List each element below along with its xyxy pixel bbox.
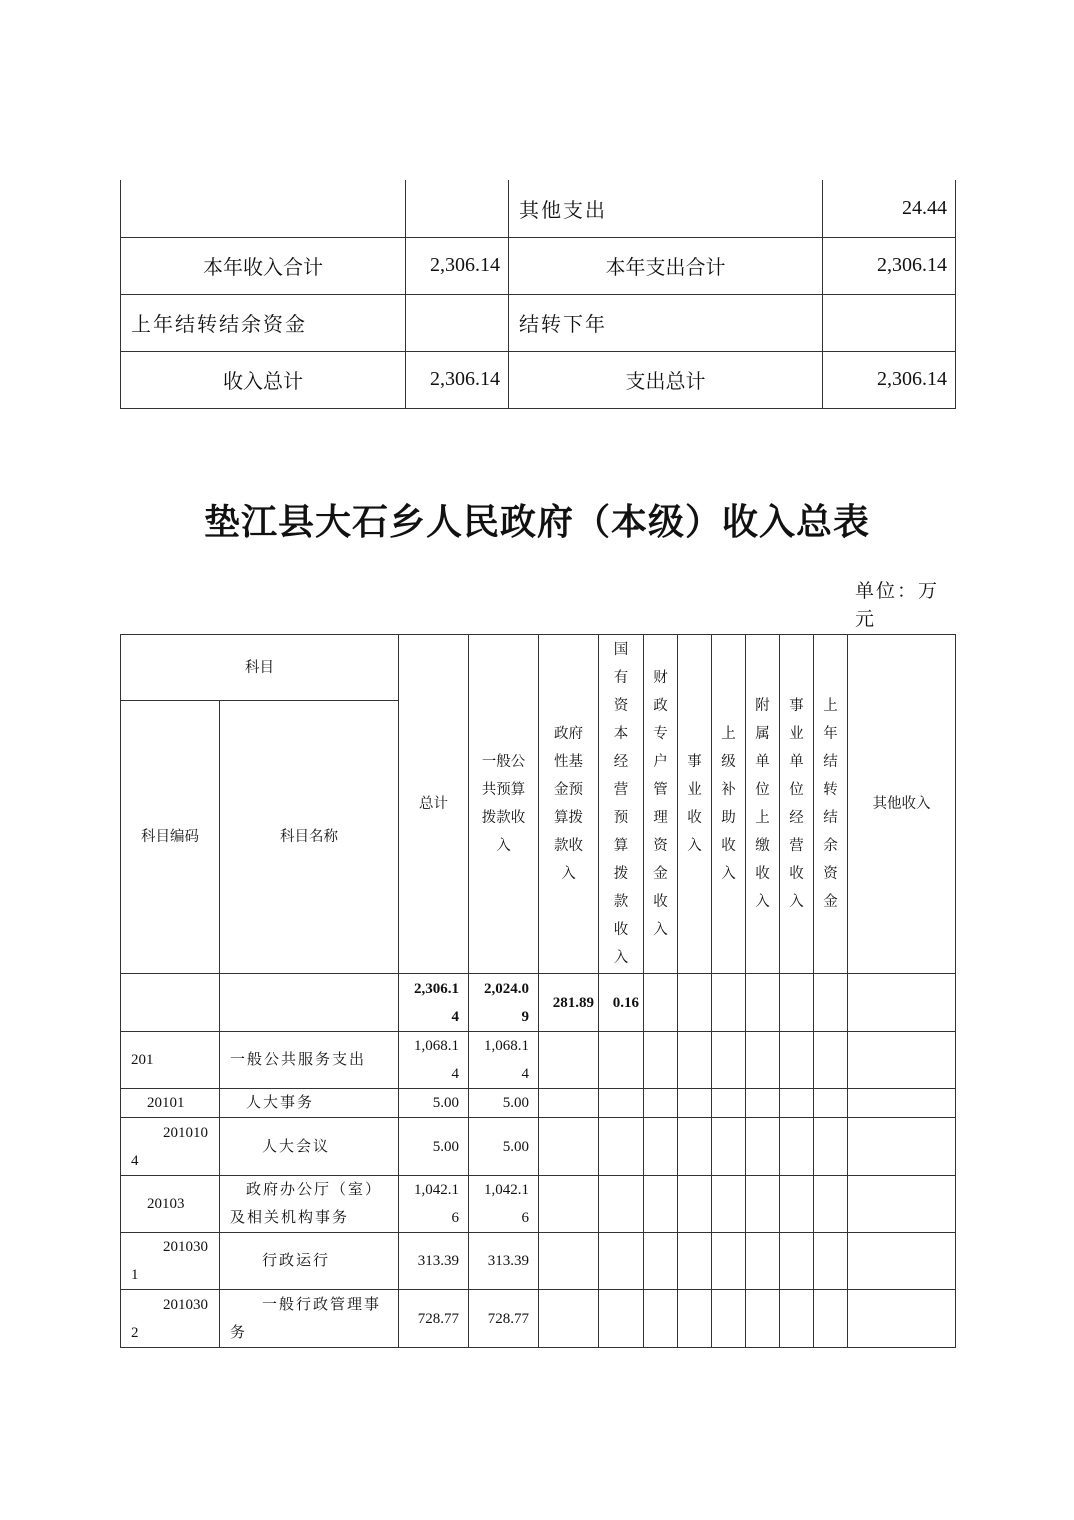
value-cell <box>780 1176 814 1233</box>
summary-left-label: 收入总计 <box>121 351 406 408</box>
table-row <box>121 974 956 1032</box>
summary-left-value <box>406 180 509 237</box>
page-title: 垫江县大石乡人民政府（本级）收入总表 <box>203 502 870 542</box>
value-cell <box>780 1233 814 1290</box>
value-cell <box>644 1089 678 1118</box>
value-cell <box>848 974 956 1032</box>
value-cell <box>746 1176 780 1233</box>
subject-name: 一般行政管理事务 <box>220 1290 399 1348</box>
summary-row <box>121 180 956 237</box>
header-special-account: 财政专户管理资金收入 <box>644 635 678 974</box>
header-carryover: 上年结转结余资金 <box>814 635 848 974</box>
value-cell <box>644 1176 678 1233</box>
value-cell <box>848 1233 956 1290</box>
summary-left-value: 2,306.14 <box>406 237 509 294</box>
value-cell: 1,042.16 <box>399 1176 469 1233</box>
value-cell <box>644 1290 678 1348</box>
summary-right-value: 2,306.14 <box>823 237 956 294</box>
value-cell <box>780 1032 814 1089</box>
summary-left-label <box>121 180 406 237</box>
value-cell <box>712 1290 746 1348</box>
header-subsidy: 上级补助收入 <box>712 635 746 974</box>
value-cell <box>814 1089 848 1118</box>
value-cell <box>746 1089 780 1118</box>
unit-label: 单位：万元 <box>855 581 940 630</box>
value-cell <box>539 1089 599 1118</box>
value-cell <box>678 1118 712 1176</box>
subject-code: 2010302 <box>121 1290 220 1348</box>
income-table <box>120 634 956 1348</box>
table-row <box>121 1290 956 1348</box>
value-cell <box>848 1290 956 1348</box>
value-cell: 5.00 <box>399 1118 469 1176</box>
value-cell <box>678 1290 712 1348</box>
value-cell: 5.00 <box>469 1089 539 1118</box>
subject-code: 201 <box>121 1032 220 1089</box>
table-row <box>121 1089 956 1118</box>
summary-right-label: 结转下年 <box>509 294 823 351</box>
value-cell: 281.89 <box>539 974 599 1032</box>
subject-code: 2010301 <box>121 1233 220 1290</box>
value-cell <box>780 974 814 1032</box>
value-cell <box>712 1032 746 1089</box>
value-cell <box>746 1032 780 1089</box>
summary-right-label: 本年支出合计 <box>509 237 823 294</box>
value-cell <box>780 1089 814 1118</box>
summary-row <box>121 237 956 294</box>
value-cell <box>678 1089 712 1118</box>
summary-left-value <box>406 294 509 351</box>
value-cell <box>539 1176 599 1233</box>
header-general-budget: 一般公共预算拨款收入 <box>469 635 539 974</box>
value-cell <box>678 1032 712 1089</box>
value-cell <box>712 1176 746 1233</box>
value-cell <box>599 1290 644 1348</box>
value-cell <box>599 1089 644 1118</box>
header-gov-fund: 政府性基金预算拨款收入 <box>539 635 599 974</box>
value-cell: 1,042.16 <box>469 1176 539 1233</box>
header-total: 总计 <box>399 635 469 974</box>
value-cell <box>644 1032 678 1089</box>
header-other: 其他收入 <box>848 635 956 974</box>
value-cell <box>644 1118 678 1176</box>
value-cell <box>814 1176 848 1233</box>
summary-right-label: 其他支出 <box>509 180 823 237</box>
value-cell <box>599 1233 644 1290</box>
table-row <box>121 1176 956 1233</box>
subject-code: 20103 <box>121 1176 220 1233</box>
value-cell <box>712 974 746 1032</box>
table-row <box>121 1118 956 1176</box>
summary-table <box>120 180 956 409</box>
value-cell: 728.77 <box>469 1290 539 1348</box>
value-cell <box>678 1176 712 1233</box>
header-subject: 科目 <box>121 635 399 701</box>
summary-right-value: 24.44 <box>823 180 956 237</box>
value-cell <box>678 1233 712 1290</box>
subject-name: 人大事务 <box>220 1089 399 1118</box>
summary-right-value: 2,306.14 <box>823 351 956 408</box>
value-cell <box>599 1118 644 1176</box>
header-operations: 事业单位经营收入 <box>780 635 814 974</box>
value-cell <box>599 1176 644 1233</box>
value-cell: 1,068.14 <box>399 1032 469 1089</box>
summary-left-value: 2,306.14 <box>406 351 509 408</box>
value-cell <box>746 1118 780 1176</box>
value-cell: 5.00 <box>399 1089 469 1118</box>
subject-name: 行政运行 <box>220 1233 399 1290</box>
header-business: 事业收入 <box>678 635 712 974</box>
header-name: 科目名称 <box>220 701 399 974</box>
value-cell <box>712 1118 746 1176</box>
header-state-capital: 国有资本经营预算拨款收入 <box>599 635 644 974</box>
value-cell <box>848 1089 956 1118</box>
value-cell: 2,306.14 <box>399 974 469 1032</box>
value-cell <box>814 1233 848 1290</box>
summary-right-value <box>823 294 956 351</box>
value-cell: 5.00 <box>469 1118 539 1176</box>
value-cell: 313.39 <box>469 1233 539 1290</box>
subject-code: 20101 <box>121 1089 220 1118</box>
header-affiliated: 附属单位上缴收入 <box>746 635 780 974</box>
value-cell <box>678 974 712 1032</box>
table-row <box>121 1233 956 1290</box>
value-cell <box>848 1118 956 1176</box>
value-cell <box>599 1032 644 1089</box>
value-cell: 1,068.14 <box>469 1032 539 1089</box>
value-cell <box>814 1290 848 1348</box>
value-cell <box>539 1233 599 1290</box>
value-cell: 728.77 <box>399 1290 469 1348</box>
summary-row <box>121 351 956 408</box>
value-cell <box>814 1032 848 1089</box>
summary-row <box>121 294 956 351</box>
subject-name <box>220 974 399 1032</box>
value-cell <box>539 1032 599 1089</box>
subject-name: 政府办公厅（室）及相关机构事务 <box>220 1176 399 1233</box>
value-cell <box>780 1290 814 1348</box>
subject-code: 2010104 <box>121 1118 220 1176</box>
value-cell <box>746 1233 780 1290</box>
value-cell <box>848 1176 956 1233</box>
subject-code <box>121 974 220 1032</box>
value-cell <box>644 1233 678 1290</box>
summary-right-label: 支出总计 <box>509 351 823 408</box>
value-cell: 0.16 <box>599 974 644 1032</box>
value-cell <box>780 1118 814 1176</box>
header-code: 科目编码 <box>121 701 220 974</box>
value-cell <box>712 1233 746 1290</box>
value-cell: 313.39 <box>399 1233 469 1290</box>
value-cell: 2,024.09 <box>469 974 539 1032</box>
value-cell <box>814 1118 848 1176</box>
summary-left-label: 本年收入合计 <box>121 237 406 294</box>
table-row <box>121 1032 956 1089</box>
subject-name: 人大会议 <box>220 1118 399 1176</box>
value-cell <box>539 1118 599 1176</box>
summary-left-label: 上年结转结余资金 <box>121 294 406 351</box>
value-cell <box>644 974 678 1032</box>
subject-name: 一般公共服务支出 <box>220 1032 399 1089</box>
value-cell <box>746 1290 780 1348</box>
value-cell <box>746 974 780 1032</box>
value-cell <box>539 1290 599 1348</box>
value-cell <box>814 974 848 1032</box>
value-cell <box>712 1089 746 1118</box>
value-cell <box>848 1032 956 1089</box>
